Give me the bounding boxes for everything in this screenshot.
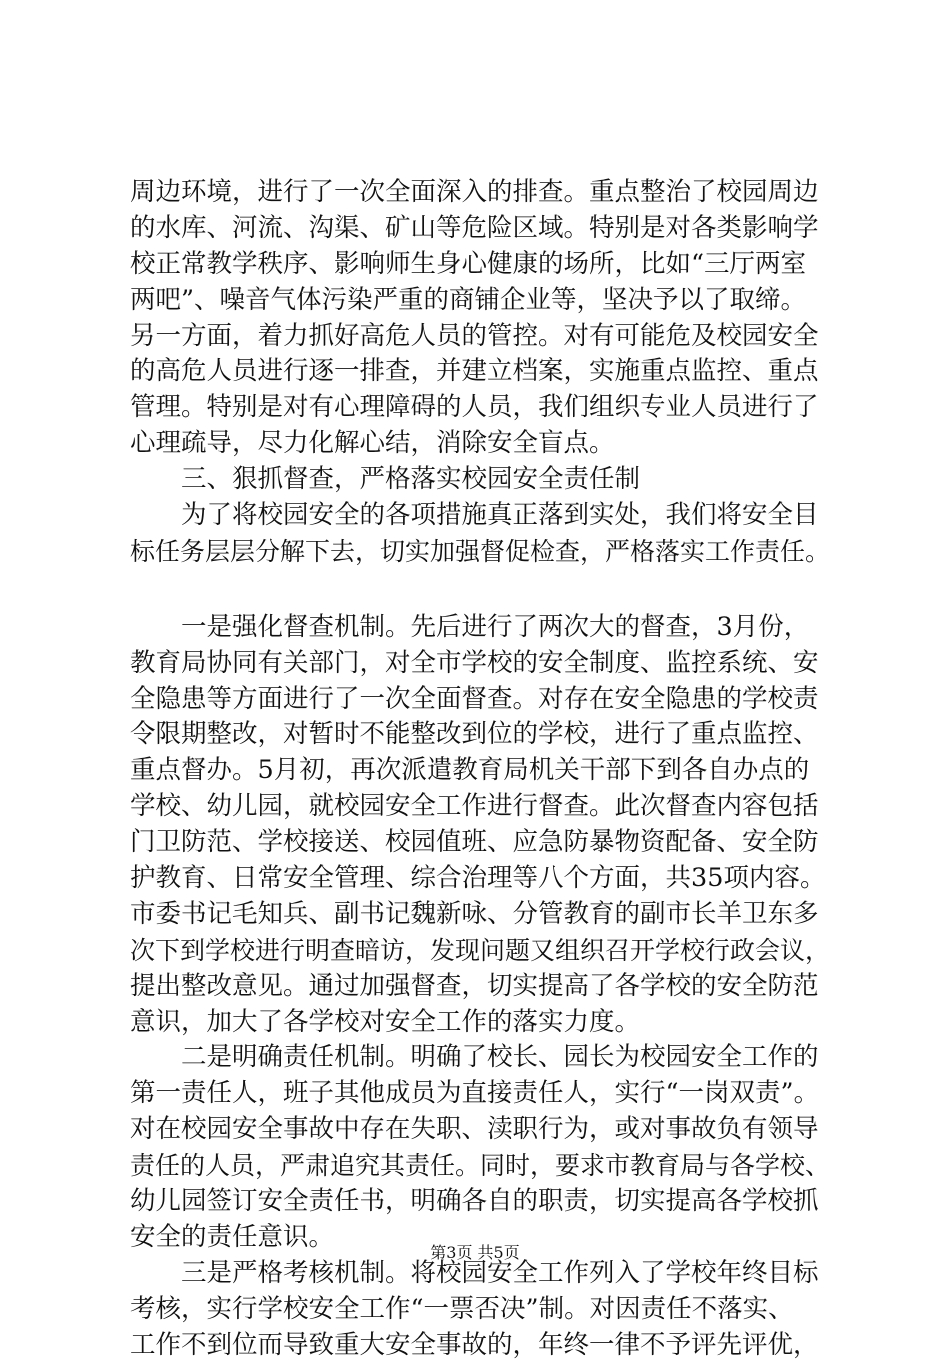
text-line: 管理。特别是对有心理障碍的人员，我们组织专业人员进行了 bbox=[130, 392, 819, 423]
text-line: 的水库、河流、沟渠、矿山等危险区域。特别是对各类影响学 bbox=[130, 212, 819, 243]
text-line: 市委书记毛知兵、副书记魏新咏、分管教育的副市长羊卫东多 bbox=[130, 898, 819, 929]
text-line: 责任的人员，严肃追究其责任。同时，要求市教育局与各学校、 bbox=[130, 1151, 831, 1181]
text-line: 考核，实行学校安全工作“一票否决”制。对因责任不落实、 bbox=[130, 1293, 794, 1324]
document-body bbox=[130, 175, 830, 1364]
text-line: 门卫防范、学校接送、校园值班、应急防暴物资配备、安全防 bbox=[130, 827, 819, 858]
text-line: 意识，加大了各学校对安全工作的落实力度。 bbox=[130, 1006, 641, 1037]
text-line: 安全的责任意识。 bbox=[130, 1221, 335, 1252]
text-block-upper bbox=[130, 175, 830, 570]
text-line: 提出整改意见。通过加强督查，切实提高了各学校的安全防范 bbox=[130, 970, 819, 1001]
text-line: 周边环境，进行了一次全面深入的排查。重点整治了校园周边 bbox=[130, 177, 819, 207]
page-footer: 第3页 共5页 bbox=[430, 1243, 520, 1262]
text-line: 幼儿园签订安全责任书，明确各自的职责，切实提高各学校抓 bbox=[130, 1186, 819, 1217]
text-line: 标任务层层分解下去，切实加强督促检查，严格落实工作责任。 bbox=[130, 536, 831, 566]
text-line: 一是强化督查机制。先后进行了两次大的督查，3月份， bbox=[130, 611, 810, 642]
text-line: 心理疏导，尽力化解心结，消除安全盲点。 bbox=[130, 428, 615, 459]
text-line: 教育局协同有关部门，对全市学校的安全制度、监控系统、安 bbox=[130, 647, 819, 678]
text-line: 三、狠抓督查，严格落实校园安全责任制 bbox=[130, 464, 641, 495]
text-line: 重点督办。5月初，再次派遣教育局机关干部下到各自办点的 bbox=[130, 755, 810, 786]
text-line: 两吧”、噪音气体污染严重的商铺企业等，坚决予以了取缔。 bbox=[130, 284, 807, 315]
text-line: 第一责任人，班子其他成员为直接责任人，实行“一岗双责”。 bbox=[130, 1078, 820, 1109]
text-line: 令限期整改，对暂时不能整改到位的学校，进行了重点监控、 bbox=[130, 719, 819, 750]
text-line: 次下到学校进行明查暗访，发现问题又组织召开学校行政会议， bbox=[130, 935, 831, 965]
text-line: 二是明确责任机制。明确了校长、园长为校园安全工作的 bbox=[130, 1042, 819, 1073]
text-line: 的高危人员进行逐一排查，并建立档案，实施重点监控、重点 bbox=[130, 356, 819, 387]
text-line: 工作不到位而导致重大安全事故的，年终一律不予评先评优， bbox=[130, 1329, 819, 1360]
text-line: 为了将校园安全的各项措施真正落到实处，我们将安全目 bbox=[130, 500, 819, 531]
text-line: 学校、幼儿园，就校园安全工作进行督查。此次督查内容包括 bbox=[130, 791, 819, 822]
text-line: 三是严格考核机制。将校园安全工作列入了学校年终目标 bbox=[130, 1257, 819, 1288]
text-line: 校正常教学秩序、影响师生身心健康的场所，比如“三厅两室 bbox=[130, 248, 807, 279]
text-line: 对在校园安全事故中存在失职、渎职行为，或对事故负有领导 bbox=[130, 1114, 819, 1145]
text-line: 另一方面，着力抓好高危人员的管控。对有可能危及校园安全 bbox=[130, 320, 819, 351]
text-line: 全隐患等方面进行了一次全面督查。对存在安全隐患的学校责 bbox=[130, 683, 819, 714]
paragraph-gap bbox=[130, 570, 830, 610]
text-line: 护教育、日常安全管理、综合治理等八个方面，共35项内容。 bbox=[130, 863, 826, 894]
